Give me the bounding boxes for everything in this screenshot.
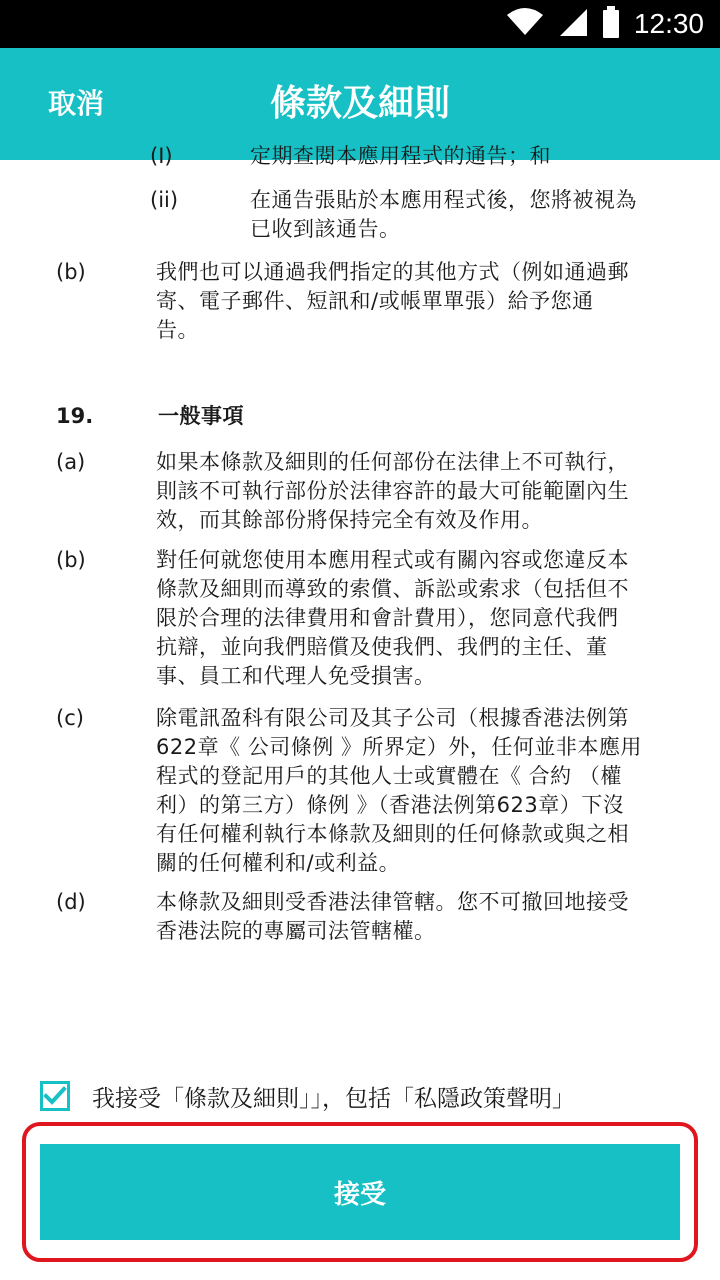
list-marker: (b) — [56, 260, 86, 284]
list-marker: (d) — [56, 890, 86, 914]
list-item-text: 我們也可以通過我們指定的其他方式（例如通過郵 寄、電子郵件、短訊和/或帳單單張）給予您通 告。 — [156, 260, 629, 342]
checkmark-icon — [44, 1087, 66, 1105]
list-marker: (ii) — [150, 188, 179, 212]
status-time: 12:30 — [633, 8, 704, 39]
list-item-text: 本條款及細則受香港法律管轄。您不可撤回地接受 香港法院的專屬司法管轄權。 — [156, 890, 629, 943]
section-number: 19. — [56, 404, 94, 428]
list-item-text: 定期查閱本應用程式的通告；和 — [250, 144, 551, 168]
list-item-text: 對任何就您使用本應用程式或有關內容或您違反本 條款及細則而導致的索償、訴訟或索求（包括但不 限於合理的法律費用和會計費用），您同意代我們 抗辯，並向我們賠償及使我們、我們的主任、董 事、員工和代理人免受損害。 — [156, 548, 629, 688]
accept-button[interactable]: 接受 — [40, 1144, 680, 1240]
accept-terms-checkbox[interactable] — [40, 1081, 70, 1111]
signal-icon — [558, 7, 588, 41]
section-title: 一般事項 — [158, 404, 244, 428]
wifi-icon — [506, 7, 544, 41]
battery-icon — [602, 6, 620, 42]
terms-content[interactable] — [0, 144, 720, 1060]
list-marker: (a) — [56, 450, 86, 474]
cancel-button[interactable]: 取消 — [48, 87, 105, 120]
list-item-text: 在通告張貼於本應用程式後，您將被視為 已收到該通告。 — [250, 188, 637, 241]
list-marker: (c) — [56, 706, 84, 730]
accept-terms-row[interactable] — [40, 1076, 700, 1116]
status-icons — [506, 0, 704, 48]
list-marker: (b) — [56, 548, 86, 572]
status-bar — [0, 0, 720, 48]
list-item-text: 如果本條款及細則的任何部份在法律上不可執行， 則該不可執行部份於法律容許的最大可能範圍內生 效，而其餘部份將保持完全有效及作用。 — [156, 450, 629, 532]
accept-terms-label: 我接受「條款及細則」」，包括「私隱政策聲明」 — [92, 1085, 575, 1112]
page-title: 條款及細則 — [269, 83, 450, 124]
list-marker: (I) — [150, 144, 173, 168]
list-item-text: 除電訊盈科有限公司及其子公司（根據香港法例第 622章《 公司條例 》所界定）外，任何並非本應用 程式的登記用戶的其他人士或實體在《 合約 （權 利）的第三方）條例 》（香港法例第623章）下沒 有任何權利執行本條款及細則的任何條款或與之相 關的任何權利和/或利益。 — [156, 706, 642, 875]
